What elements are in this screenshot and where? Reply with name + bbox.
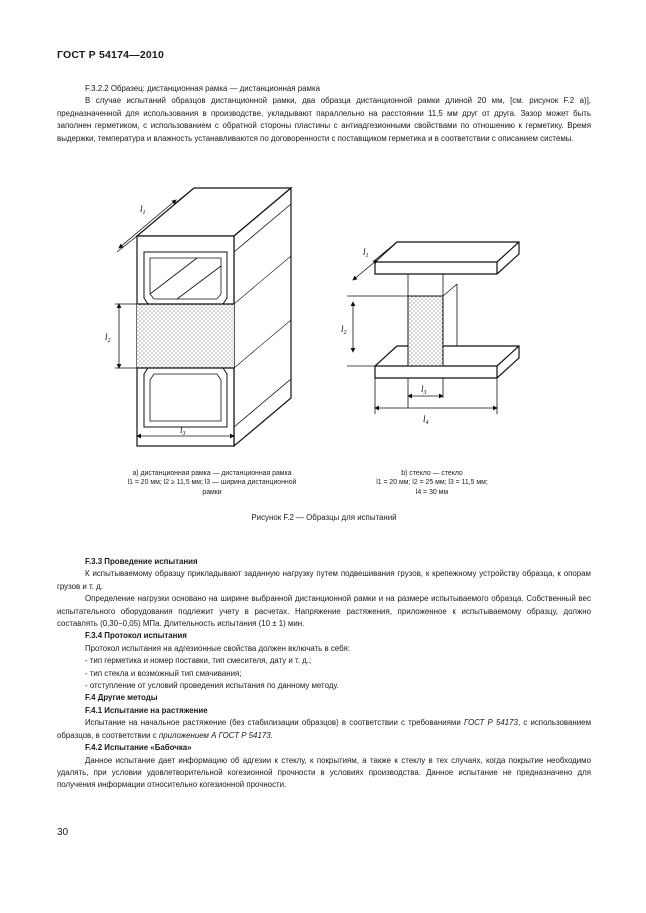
glass-specimen-drawing: [375, 242, 519, 378]
document-header: ГОСТ Р 54174—2010: [57, 49, 165, 61]
paragraph-f42: Данное испытание дает информацию об адгезии к стеклу, к покрытиям, а также к стеклу в тех случаях, когда покрытие необходимо удалять, при условии удовлетворительной когезионной прочности в условиях производства. Данное испытание не предназначено для получения информации относительно когезионной прочности.: [57, 755, 591, 790]
dim-l2-label-b: $l_2$: [341, 324, 347, 336]
heading-f41: F.4.1 Испытание на растяжение: [85, 705, 208, 715]
figure-title: Рисунок F.2 — Образцы для испытаний: [251, 513, 397, 522]
heading-f4: F.4 Другие методы: [85, 693, 158, 703]
caption-b-dims: [337, 478, 527, 497]
paragraph: В случае испытаний образцов дистанционной рамки, два образца дистанционной рамки длиной 20 мм, [см. рисунок F.2 а)], предназначенной для использования в производстве, укладывают параллельно на расстоянии 11,5 мм друг от друга. Зазор может быть заполнен герметиком, с использованием с обратной стороны пластины с антиадгезионными свойствами по отношению к герметику. Время выдержки, температура и влажность устанавливаются по договоренности с поставщиком герметика и в соответствии с описанием системы.: [57, 96, 591, 143]
section-heading: F.3.2.2 Образец: дистанционная рамка — дистанционная рамка: [85, 84, 320, 93]
caption-b-line2: l1 = 20 мм; l2 = 25 мм; l3 = 11,5 мм;: [376, 479, 488, 486]
paragraph-f34: Протокол испытания на адгезионные свойства должен включать в себя:: [85, 643, 350, 653]
list-item: - отступление от условий проведения испытания по данному методу.: [85, 681, 339, 691]
dim-l1-label-b: $l_1$: [363, 247, 369, 259]
caption-a-line1: а) дистанционная рамка — дистанционная рамка: [132, 470, 292, 477]
heading-f33: F.3.3 Проведение испытания: [85, 557, 198, 566]
dim-l3-label: $l_3$: [180, 425, 186, 437]
list-item: - тип герметика и номер поставки, тип смесителя, дату и т. д.;: [85, 656, 312, 666]
page-number: 30: [57, 827, 69, 838]
figure-f2: [57, 182, 591, 477]
caption-a-dims: [92, 478, 332, 497]
caption-b-line3: l4 = 30 мм: [415, 488, 449, 496]
figure-drawing: [57, 182, 591, 472]
reference-gost: ГОСТ Р 54173: [463, 718, 518, 728]
paragraph-f33-2: Определение нагрузки основано на ширине выбранной дистанционной рамки и на размере испытываемого образца. Собственный вес испытательного оборудования подлежит учету в расчетах. Напряжение растяжения, приложенное к испытываемому образцу, должно составлять (0,30−0,05) МПа. Длительность испытания (10 ± 1) мин.: [57, 594, 591, 629]
paragraph-f33-1: К испытываемому образцу прикладывают заданную нагрузку путем подвешивания грузов, к крепежному устройству образца, к опорам грузов и т. д.: [57, 569, 591, 591]
spacer-specimen-drawing: [137, 188, 291, 446]
heading-f42: F.4.2 Испытание «Бабочка»: [85, 743, 192, 753]
caption-a-line3: рамки: [202, 488, 222, 496]
paragraph-f41-text-a: Испытание на начальное растяжение (без стабилизации образцов) в соответствии с требованиями: [85, 718, 464, 728]
dim-l4-label-b: $l_4$: [423, 414, 429, 426]
dim-l1-label: $l_1$: [140, 204, 146, 216]
paragraph-f41: [57, 717, 591, 742]
section-f322: [57, 83, 591, 145]
dim-l3-label-b: $l_3$: [421, 384, 427, 396]
caption-a-line2: l1 = 20 мм; l2 ≥ 11,5 мм; l3 — ширина дистанционной: [127, 479, 297, 486]
dim-l2-label: $l_2$: [105, 332, 111, 344]
list-item: - тип стекла и возможный тип смачивания;: [85, 668, 242, 678]
caption-b-line1: b) стекло — стекло: [401, 470, 463, 477]
reference-annex: приложением А ГОСТ Р 54173.: [158, 730, 273, 740]
section-bottom: [57, 556, 591, 792]
heading-f34: F.3.4 Протокол испытания: [85, 631, 187, 641]
paragraph-f41-text-b: , с использованием образцов, в соответствии с: [57, 718, 591, 740]
